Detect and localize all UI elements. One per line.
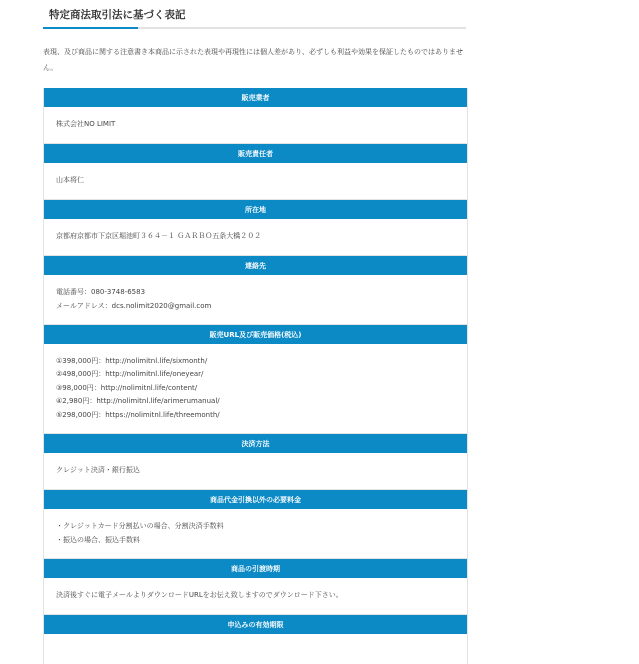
section-heading: 連絡先 <box>44 256 467 275</box>
section-body <box>44 275 467 325</box>
section-heading: 商品の引渡時期 <box>44 559 467 578</box>
section-line: 決済後すぐに電子メールよりダウンロードURLをお伝え致しますのでダウンロード下さい。 <box>56 591 343 600</box>
legal-info-table <box>43 88 468 664</box>
title-accent-underline <box>43 27 138 29</box>
section-body <box>44 344 467 434</box>
section-line: ②498,000円：http://nolimitnl.life/oneyear/ <box>56 370 204 379</box>
section-heading: 決済方法 <box>44 434 467 453</box>
section-line: ・クレジットカード分割払いの場合、分割決済手数料 <box>56 522 224 530</box>
section-line: 京都府京都市下京区堀池町３６４－１ ＧＡＲＢＯ五条大橋２０２ <box>56 232 262 241</box>
section-line: 電話番号：080-3748-6583 <box>56 288 146 296</box>
section-line: ・振込の場合、振込手数料 <box>56 535 140 544</box>
section-heading: 商品代金引換以外の必要料金 <box>44 490 467 509</box>
section-heading: 販売責任者 <box>44 144 467 163</box>
section-body <box>44 578 467 615</box>
section-line: メールアドレス：dcs.nolimit2020@gmail.com <box>56 301 212 310</box>
section-body <box>44 453 467 490</box>
section-line: ③98,000円：http://nolimitnl.life/content/ <box>56 383 198 392</box>
section-line: 山本将仁 <box>56 176 84 185</box>
section-line: ⑤298,000円：https://nolimitnl.life/threemonth/ <box>56 410 220 419</box>
page-title-bar <box>43 0 466 29</box>
section-heading: 所在地 <box>44 200 467 219</box>
section-heading: 販売URL及び販売価格(税込) <box>44 325 467 344</box>
section-body <box>44 634 467 664</box>
intro-text: 表現、及び商品に関する注意書き本商品に示された表現や再現性には個人差があり、必ずしも利益や効果を保証したものではありません。 <box>43 48 463 72</box>
section-body <box>44 163 467 200</box>
section-body <box>44 107 467 144</box>
section-line: 株式会社NO LIMIT <box>56 120 116 129</box>
section-line: ④2,980円：http://nolimitnl.life/arimerumanual/ <box>56 397 220 406</box>
section-heading: 販売業者 <box>44 88 467 107</box>
section-body <box>44 219 467 256</box>
section-line: ①398,000円：http://nolimitnl.life/sixmonth/ <box>56 356 208 365</box>
page-title: 特定商法取引法に基づく表記 <box>49 9 186 21</box>
section-heading: 申込みの有効期限 <box>44 615 467 634</box>
section-body <box>44 509 467 559</box>
section-line: クレジット決済・銀行振込 <box>56 466 140 475</box>
